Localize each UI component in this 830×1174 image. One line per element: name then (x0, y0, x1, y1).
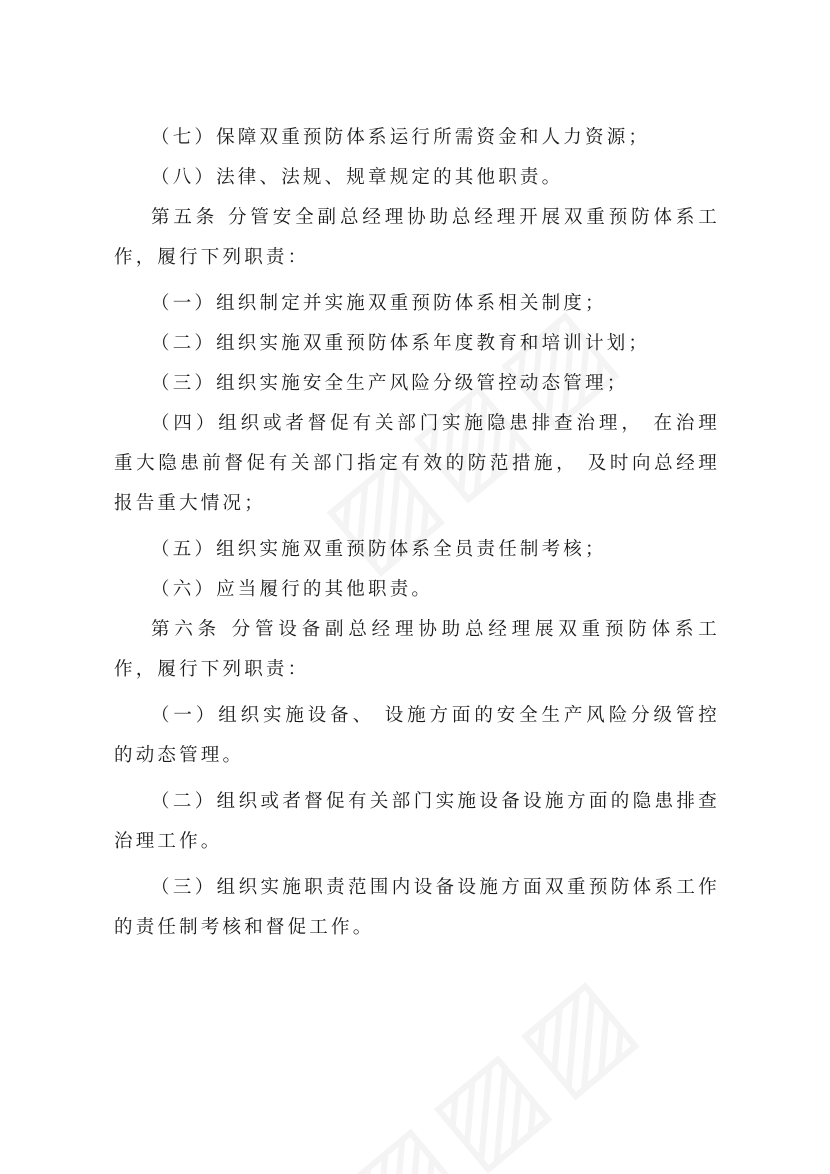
article-5-item-3: （三）组织实施安全生产风险分级管控动态管理； (151, 373, 629, 394)
article-5-item-2: （二）组织实施双重预防体系年度教育和培训计划； (151, 333, 651, 354)
article-6-item-1: （一）组织实施设备、 设施方面的安全生产风险分级管控的动态管理。 (114, 705, 720, 766)
article-5-item-1: （一）组织制定并实施双重预防体系相关制度； (151, 293, 607, 314)
article-6-item-3: （三）组织实施职责范围内设备设施方面双重预防体系工作的责任制考核和督促工作。 (114, 877, 720, 938)
article-5-item-6: （六）应当履行的其他职责。 (151, 579, 434, 600)
article-6-item-2: （二）组织或者督促有关部门实施设备设施方面的隐患排查治理工作。 (114, 791, 720, 852)
article-5-item-5: （五）组织实施双重预防体系全员责任制考核； (151, 539, 607, 560)
article-6: 第六条 分管设备副总经理协助总经理展双重预防体系工作，履行下列职责： (114, 619, 720, 680)
paragraph-item-8: （八）法律、法规、规章规定的其他职责。 (151, 167, 564, 188)
article-5: 第五条 分管安全副总经理协助总经理开展双重预防体系工作，履行下列职责： (114, 207, 720, 268)
paragraph-item-7: （七）保障双重预防体系运行所需资金和人力资源； (151, 127, 651, 148)
document-body (114, 118, 720, 954)
article-5-item-4: （四）组织或者督促有关部门实施隐患排查治理， 在治理重大隐患前督促有关部门指定有效的防范措施， 及时向总经理报告重大情况； (114, 413, 720, 514)
watermark-graphic-bottom (319, 945, 663, 1174)
